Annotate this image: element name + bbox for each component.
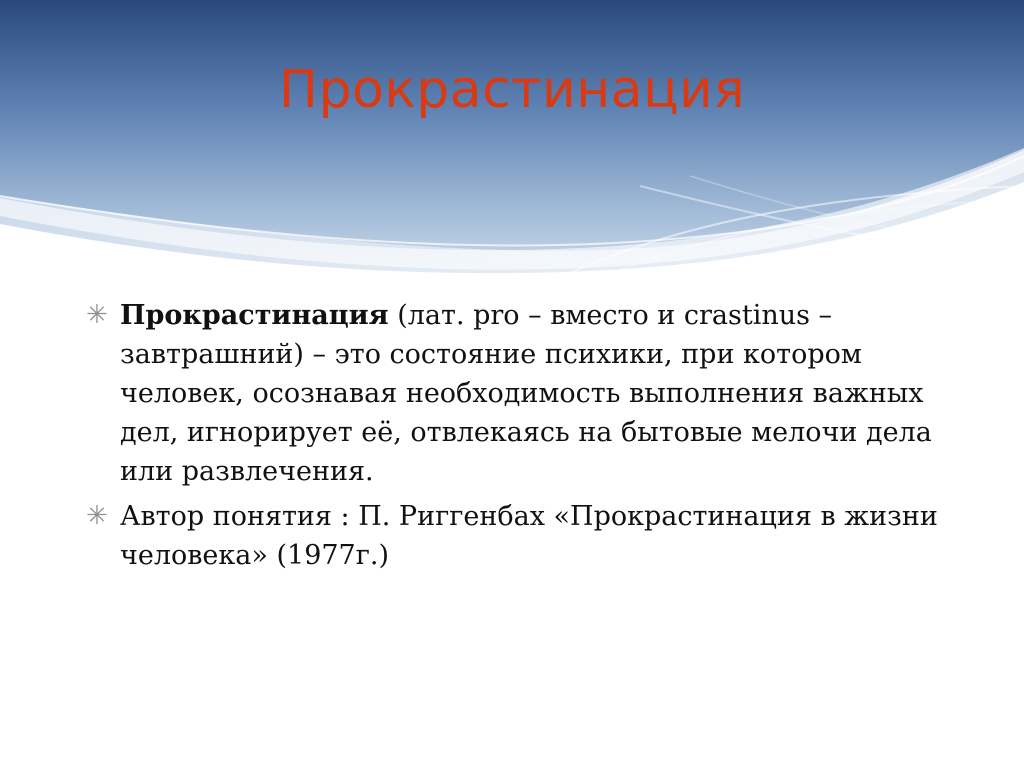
slide-body: [86, 296, 946, 581]
bullet-body-text: (лат. pro – вместо и crastinus – завтрашний) – это состояние психики, при котором человек, осознавая необходимость выполнения важных дел, игнорирует её, отвлекаясь на бытовые мелочи дела или развлечения.: [120, 300, 932, 487]
bullet-marker-icon: ✳: [86, 501, 108, 531]
bullet-text: [120, 497, 946, 575]
slide-banner-graphic: [0, 0, 1024, 278]
bullet-body-text: Автор понятия : П. Риггенбах «Прокрастинация в жизни человека» (1977г.): [120, 501, 938, 571]
bullet-text: [120, 296, 946, 491]
bullet-marker-icon: ✳: [86, 300, 108, 330]
list-item: [86, 296, 946, 491]
bullet-lead-term: Прокрастинация: [120, 300, 389, 331]
page-title: Прокрастинация: [278, 60, 746, 120]
list-item: [86, 497, 946, 575]
